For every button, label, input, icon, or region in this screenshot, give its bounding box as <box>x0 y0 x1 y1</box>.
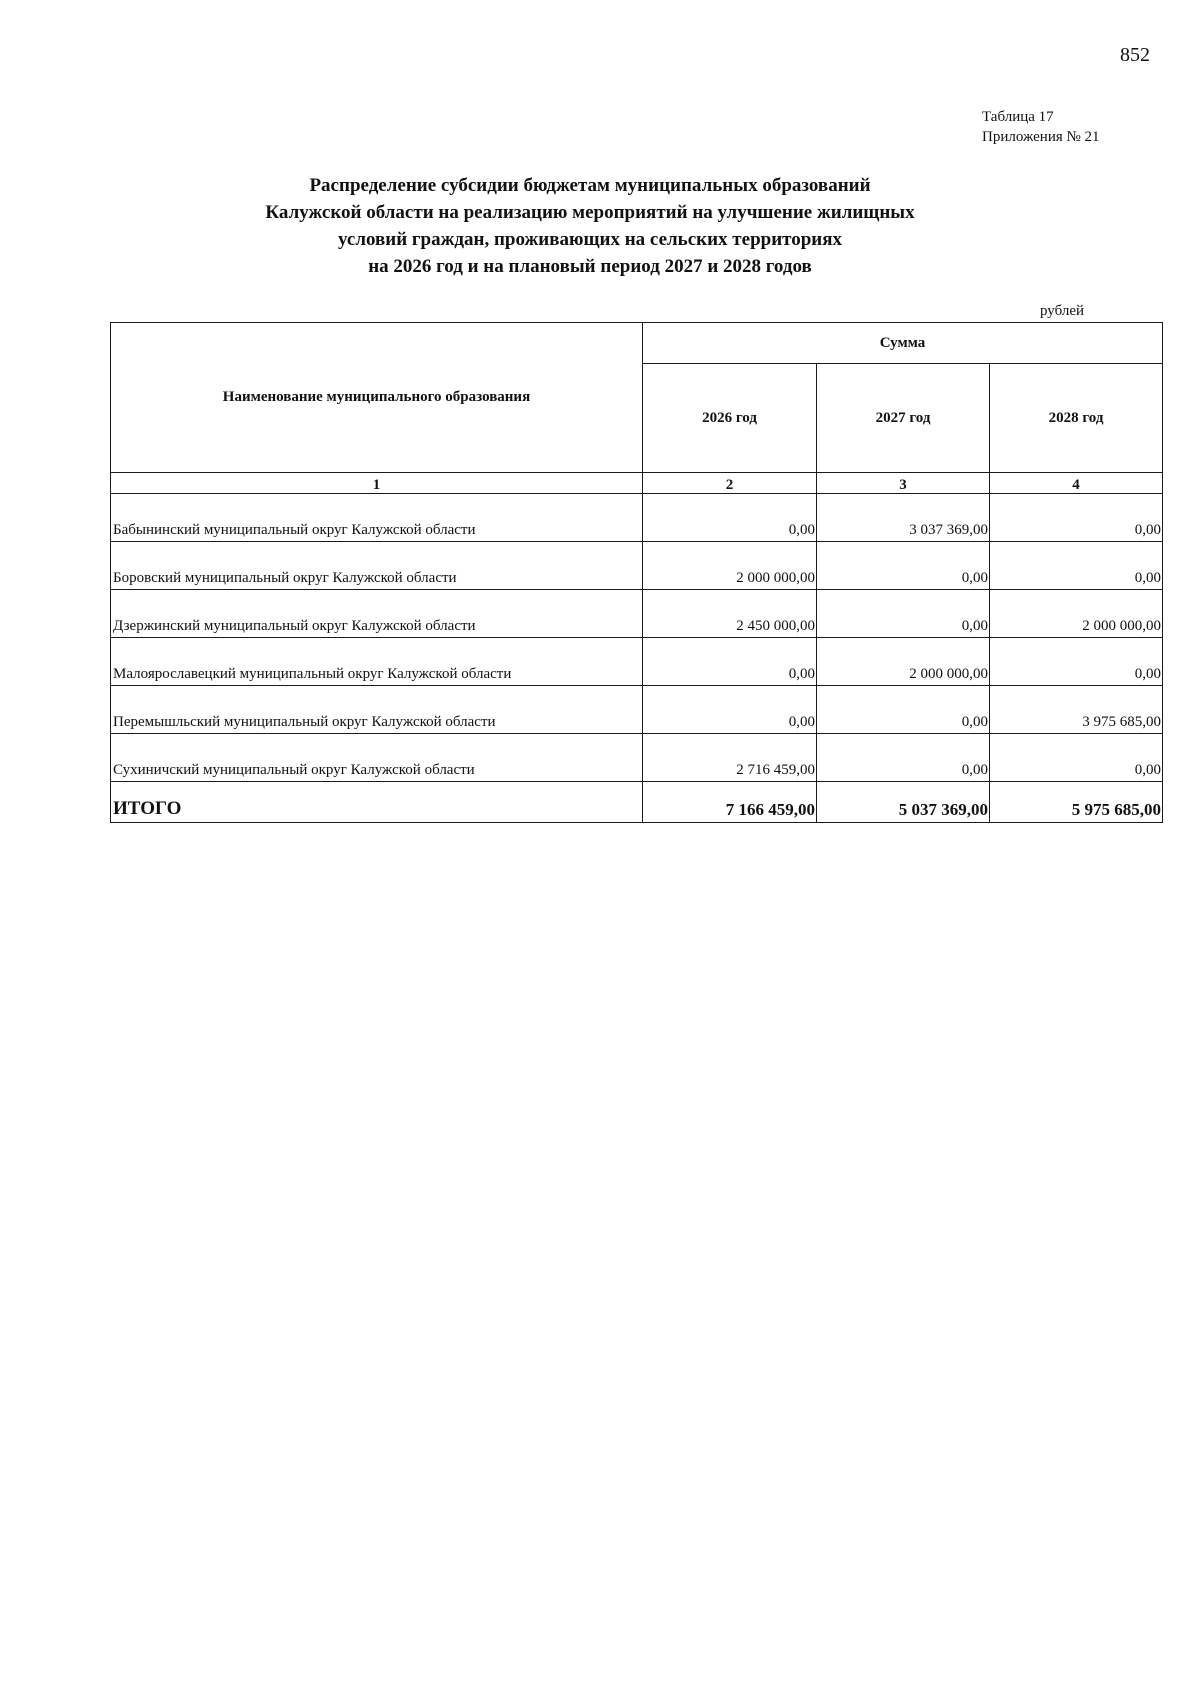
amount-2026: 0,00 <box>643 494 817 542</box>
total-label: ИТОГО <box>111 782 643 823</box>
column-number-2: 2 <box>643 473 817 494</box>
amount-2026: 2 716 459,00 <box>643 734 817 782</box>
amount-2027: 2 000 000,00 <box>817 638 990 686</box>
column-number-4: 4 <box>990 473 1163 494</box>
table-reference-line-2: Приложения № 21 <box>982 129 1100 145</box>
amount-2027: 0,00 <box>817 590 990 638</box>
table-reference-line-1: Таблица 17 <box>982 109 1054 125</box>
table-row <box>111 686 1163 734</box>
municipality-name: Бабынинский муниципальный округ Калужской области <box>111 494 643 542</box>
municipality-name: Боровский муниципальный округ Калужской области <box>111 542 643 590</box>
header-row-top <box>111 323 1163 364</box>
table-reference <box>982 107 1100 147</box>
column-number-row <box>111 473 1163 494</box>
total-2028: 5 975 685,00 <box>990 782 1163 823</box>
table-row <box>111 494 1163 542</box>
header-year-2028: 2028 год <box>990 364 1163 473</box>
table-row <box>111 734 1163 782</box>
document-title <box>150 172 1030 280</box>
municipality-name: Сухиничский муниципальный округ Калужской области <box>111 734 643 782</box>
table-row <box>111 542 1163 590</box>
municipality-name: Малоярославецкий муниципальный округ Калужской области <box>111 638 643 686</box>
total-row <box>111 782 1163 823</box>
total-2027: 5 037 369,00 <box>817 782 990 823</box>
header-sum: Сумма <box>643 323 1163 364</box>
municipality-name: Перемышльский муниципальный округ Калужской области <box>111 686 643 734</box>
header-year-2027: 2027 год <box>817 364 990 473</box>
amount-2028: 0,00 <box>990 542 1163 590</box>
municipality-name: Дзержинский муниципальный округ Калужской области <box>111 590 643 638</box>
title-line-4: на 2026 год и на плановый период 2027 и 2028 годов <box>368 256 812 277</box>
amount-2028: 2 000 000,00 <box>990 590 1163 638</box>
amount-2026: 0,00 <box>643 686 817 734</box>
amount-2027: 0,00 <box>817 734 990 782</box>
amount-2028: 0,00 <box>990 638 1163 686</box>
header-year-2026: 2026 год <box>643 364 817 473</box>
amount-2027: 0,00 <box>817 542 990 590</box>
total-2026: 7 166 459,00 <box>643 782 817 823</box>
title-line-1: Распределение субсидии бюджетам муниципальных образований <box>309 175 871 196</box>
units-label: рублей <box>1040 303 1085 319</box>
title-line-2: Калужской области на реализацию мероприятий на улучшение жилищных <box>265 202 915 223</box>
column-number-3: 3 <box>817 473 990 494</box>
amount-2028: 3 975 685,00 <box>990 686 1163 734</box>
amount-2026: 2 450 000,00 <box>643 590 817 638</box>
column-number-1: 1 <box>111 473 643 494</box>
amount-2026: 0,00 <box>643 638 817 686</box>
amount-2028: 0,00 <box>990 734 1163 782</box>
subsidy-table <box>110 322 1163 823</box>
amount-2028: 0,00 <box>990 494 1163 542</box>
amount-2027: 0,00 <box>817 686 990 734</box>
header-municipality-name: Наименование муниципального образования <box>111 323 643 473</box>
title-line-3: условий граждан, проживающих на сельских территориях <box>337 229 843 250</box>
amount-2027: 3 037 369,00 <box>817 494 990 542</box>
amount-2026: 2 000 000,00 <box>643 542 817 590</box>
table-row <box>111 590 1163 638</box>
page-number: 852 <box>1120 44 1150 66</box>
table-row <box>111 638 1163 686</box>
